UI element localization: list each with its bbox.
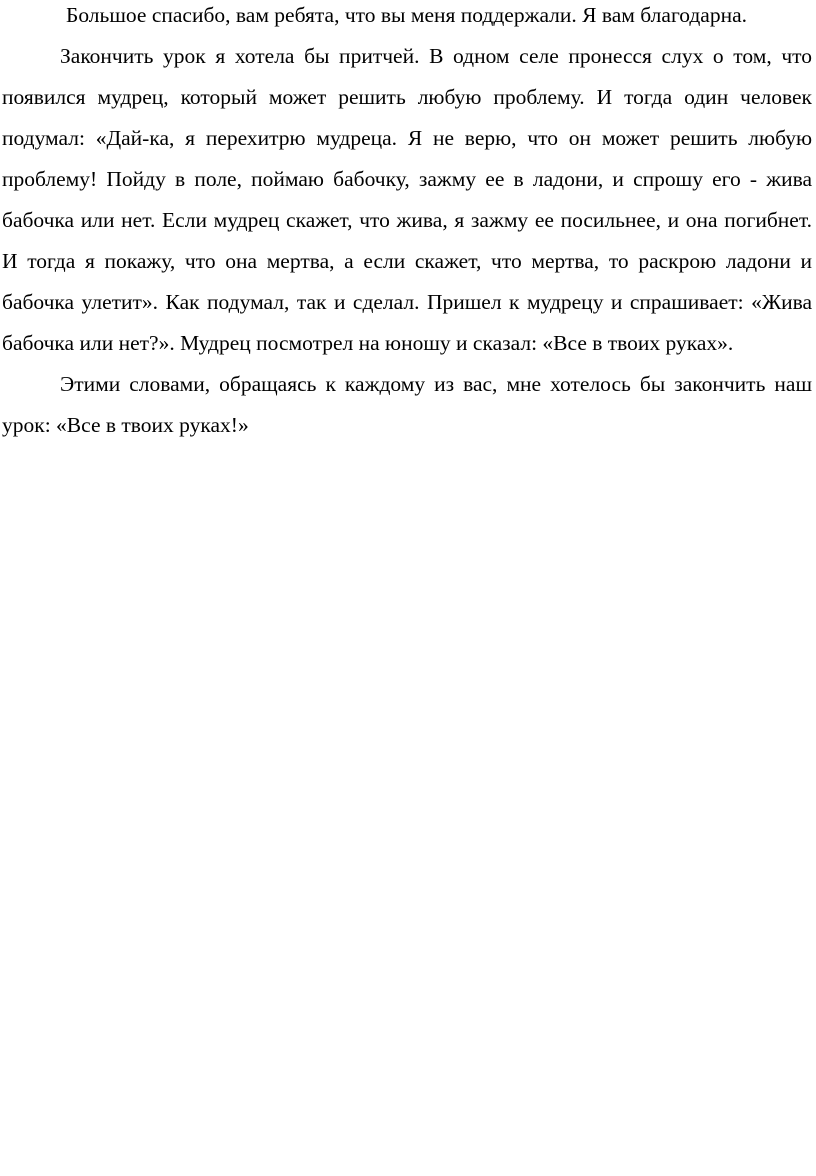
document-body <box>2 0 812 446</box>
paragraph-conclusion: Этими словами, обращаясь к каждому из вас, мне хотелось бы закончить наш урок: «Все в твоих руках!» <box>2 372 812 437</box>
paragraph-thanks: Большое спасибо, вам ребята, что вы меня поддержали. Я вам благодарна. <box>66 3 748 27</box>
paragraph-parable: Закончить урок я хотела бы притчей. В одном селе пронесся слух о том, что появился мудрец, который может решить любую проблему. И тогда один человек подумал: «Дай-ка, я перехитрю мудреца. Я не верю, что он может решить любую проблему! Пойду в поле, поймаю бабочку, зажму ее в ладони, и спрошу его - жива бабочка или нет. Если мудрец скажет, что жива, я зажму ее посильнее, и она погибнет. И тогда я покажу, что она мертва, а если скажет, что мертва, то раскрою ладони и бабочка улетит». Как подумал, так и сделал. Пришел к мудрецу и спрашивает: «Жива бабочка или нет?». Мудрец посмотрел на юношу и сказал: «Все в твоих руках». <box>2 44 812 355</box>
